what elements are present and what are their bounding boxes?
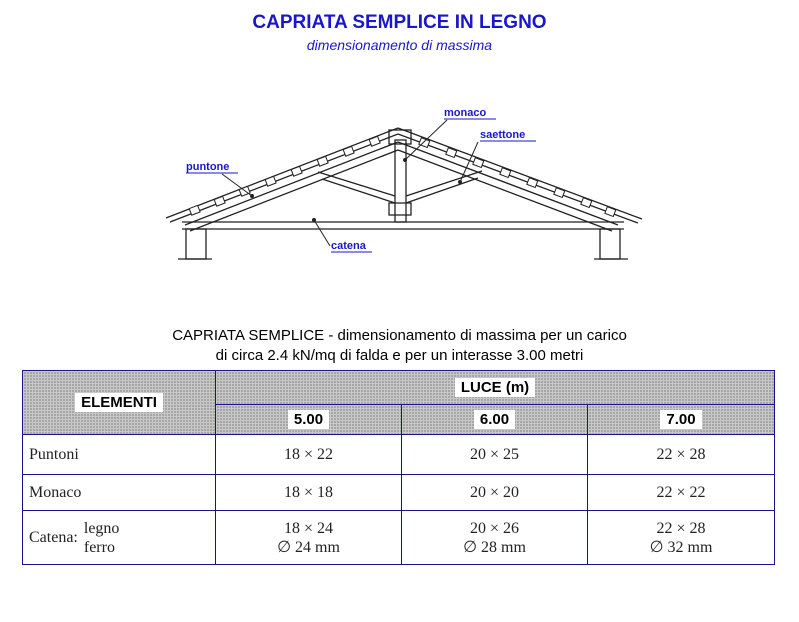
row-label: Puntoni [23,435,216,475]
span-value: 7.00 [660,410,701,429]
catena-legno-value: 22 × 28 [656,519,706,537]
row-label: Monaco [23,475,216,511]
table-row [23,475,775,511]
puntone-left-top [185,142,398,225]
page-title: CAPRIATA SEMPLICE IN LEGNO [252,12,547,33]
catena-ferro-value: ∅ 24 mm [277,538,340,556]
span-value: 5.00 [288,410,329,429]
table-cell: 22 × 28 [588,435,775,475]
label-saettone: saettone [480,129,526,141]
truss-diagram [0,0,799,300]
roof-left-inner [170,134,398,222]
table-cell [402,511,588,565]
puntone-right-bottom [398,150,612,231]
table-cell: 18 × 18 [216,475,402,511]
table-cell [216,511,402,565]
table-cell: 20 × 25 [402,435,588,475]
catena-label: Catena: [29,529,78,546]
support-left [186,229,206,259]
span-header-cell [216,371,775,405]
roof-right-inner [398,134,638,223]
saettone-left-b [322,179,395,203]
span-5-cell [216,405,402,435]
table-row [23,435,775,475]
span-value: 6.00 [474,410,515,429]
span-7-cell [588,405,775,435]
catena-ferro-value: ∅ 28 mm [463,538,526,556]
saettone-left-a [318,172,395,196]
support-right [600,229,620,259]
table-cell: 20 × 20 [402,475,588,511]
catena-label-cell [23,511,216,565]
page-subtitle: dimensionamento di massima [306,37,493,53]
roof-right-outer [398,128,642,219]
table-cell: 18 × 22 [216,435,402,475]
saettone-right-b [406,178,478,203]
span-6-cell [402,405,588,435]
catena-ferro-value: ∅ 32 mm [649,538,713,556]
label-puntone: puntone [186,161,230,173]
table-cell: 22 × 22 [588,475,775,511]
elements-header-cell [23,371,216,435]
table-row-catena [23,511,775,565]
saettone-right-a [406,171,482,196]
catena-sub-legno: legno [83,519,120,537]
table-caption-line1: CAPRIATA SEMPLICE - dimensionamento di massima per un carico [172,327,627,344]
catena-legno-value: 18 × 24 [283,519,334,537]
table-cell [588,511,775,565]
label-monaco: monaco [444,107,487,119]
label-catena: catena [331,240,366,252]
elements-header: ELEMENTI [75,393,163,412]
span-header: LUCE (m) [455,378,535,397]
monaco-strap [389,203,411,215]
dimension-table [22,370,775,565]
table-caption-line2: di circa 2.4 kN/mq di falda e per un interasse 3.00 metri [215,347,584,364]
catena-sub-ferro: ferro [83,538,115,556]
puntone-right-top [398,142,618,225]
catena-legno-value: 20 × 26 [469,519,520,537]
